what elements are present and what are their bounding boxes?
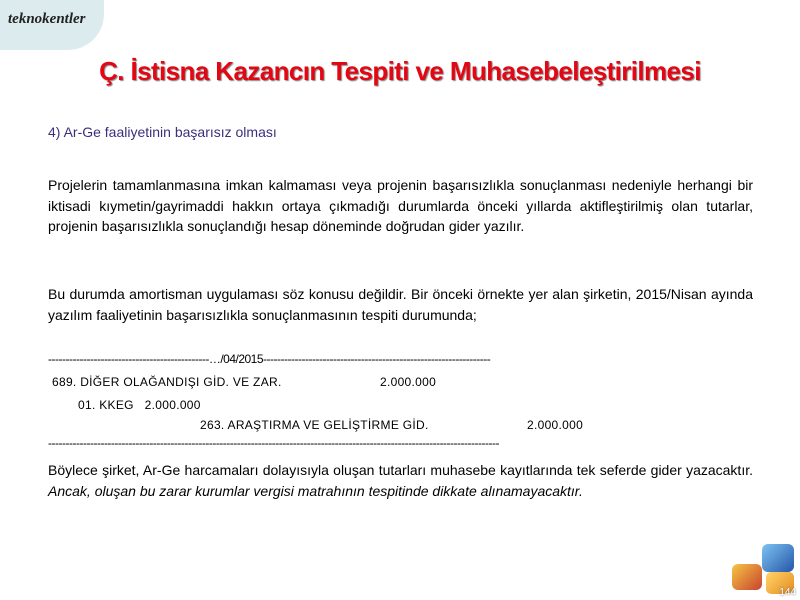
journal-date-line: ----------------------------------------------…/04/2015----------------------------------------------------------------- (48, 352, 491, 366)
journal-entry-kkeg (78, 398, 201, 412)
decorative-cubes-image (732, 544, 796, 596)
paragraph-3 (48, 460, 753, 501)
logo-tab (0, 0, 104, 50)
journal-entry-credit-amount: 2.000.000 (527, 418, 584, 432)
journal-entry-debit-account: 689. DİĞER OLAĞANDIŞI GİD. VE ZAR. (52, 375, 282, 389)
paragraph-2: Bu durumda amortisman uygulaması söz konusu değildir. Bir önceki örnekte yer alan şirketin, 2015/Nisan ayında yazılım faaliyetinin başarısızlıkla sonuçlanmasının tespiti durumunda; (48, 286, 753, 323)
cube-graphic (762, 544, 794, 572)
paragraph-1: Projelerin tamamlanmasına imkan kalmaması veya projenin başarısızlıkla sonuçlanması nedeniyle herhangi bir iktisadi kıymetin/gayrimaddi hakkın ortaya çıkmadığı durumlarda önceki yıllarda aktifleştirilmiş olan tutarlar, projenin başarısızlıkla sonuçlandığı hesap döneminde doğrudan gider yazılır. (48, 177, 753, 234)
journal-end-line: --------------------------------------------------------------------------------------------------------------------------------- (48, 436, 499, 450)
paragraph-3-italic: Ancak, oluşan bu zarar kurumlar vergisi matrahının tespitinde dikkate alınamayacaktır. (48, 482, 583, 499)
paragraph-3-text: Böylece şirket, Ar-Ge harcamaları dolayısıyla oluşan tutarları muhasebe kayıtlarında tek seferde gider yazacaktır. (48, 462, 753, 478)
journal-entry-debit-amount: 2.000.000 (380, 375, 437, 389)
kkeg-account: 01. KKEG (78, 398, 134, 412)
journal-entry-credit-account: 263. ARAŞTIRMA VE GELİŞTİRME GİD. (200, 418, 429, 432)
slide-title: Ç. İstisna Kazancın Tespiti ve Muhasebeleştirilmesi (99, 56, 701, 86)
cube-graphic (732, 564, 762, 590)
page-number: 144 (779, 587, 796, 598)
logo-text: teknokentler (8, 11, 86, 27)
section-heading: 4) Ar-Ge faaliyetinin başarısız olması (48, 124, 277, 140)
kkeg-amount: 2.000.000 (144, 398, 201, 412)
